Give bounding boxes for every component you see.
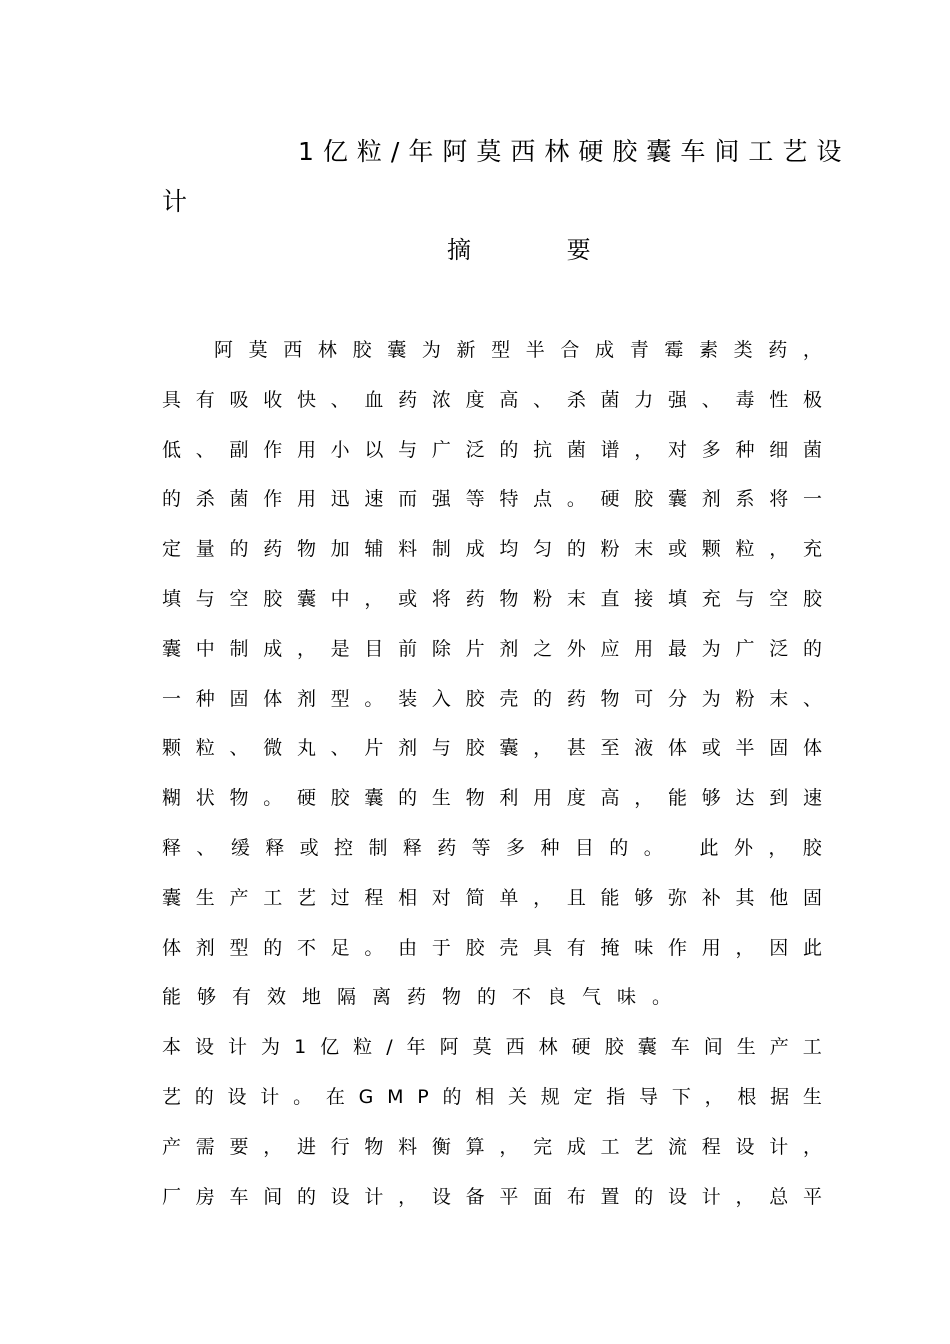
body-line: 体 剂 型 的 不 足 。 由 于 胶 壳 具 有 掩 味 作 用 ， 因 此 xyxy=(162,936,822,959)
body-line: 的 杀 菌 作 用 迅 速 而 强 等 特 点 。 硬 胶 囊 剂 系 将 一 xyxy=(162,488,822,511)
body-line: 低 、 副 作 用 小 以 与 广 泛 的 抗 菌 谱 ， 对 多 种 细 菌 xyxy=(162,438,822,461)
body-line: 艺 的 设 计 。 在 G M P 的 相 关 规 定 指 导 下 ， 根 据 生 xyxy=(162,1085,822,1108)
body-line: 定 量 的 药 物 加 辅 料 制 成 均 匀 的 粉 末 或 颗 粒 ， 充 xyxy=(162,538,822,561)
body-line: 具 有 吸 收 快 、 血 药 浓 度 高 、 杀 菌 力 强 、 毒 性 极 xyxy=(162,388,822,411)
body-line: 厂 房 车 间 的 设 计 ， 设 备 平 面 布 置 的 设 计 ， 总 平 xyxy=(162,1185,822,1208)
document-title-line-1: 1亿粒/年阿莫西林硬胶囊车间工艺设 xyxy=(298,137,851,166)
body-line: 颗 粒 、 微 丸 、 片 剂 与 胶 囊 ， 甚 至 液 体 或 半 固 体 xyxy=(162,737,822,760)
abstract-body xyxy=(162,334,822,1230)
body-line: 本 设 计 为 1 亿 粒 / 年 阿 莫 西 林 硬 胶 囊 车 间 生 产 工 xyxy=(162,1036,822,1059)
body-line: 能够有效地隔离药物的不良气味。 xyxy=(162,986,688,1009)
body-line: 囊 中 制 成 ， 是 目 前 除 片 剂 之 外 应 用 最 为 广 泛 的 xyxy=(162,637,822,660)
body-line: 一 种 固 体 剂 型 。 装 入 胶 壳 的 药 物 可 分 为 粉 末 、 xyxy=(162,687,822,710)
body-line: 糊 状 物 。 硬 胶 囊 的 生 物 利 用 度 高 ， 能 够 达 到 速 xyxy=(162,787,822,810)
body-line: 填 与 空 胶 囊 中 ， 或 将 药 物 粉 末 直 接 填 充 与 空 胶 xyxy=(162,587,822,610)
body-line: 产 需 要 ， 进 行 物 料 衡 算 ， 完 成 工 艺 流 程 设 计 ， xyxy=(162,1135,822,1158)
document-title-line-2: 计 xyxy=(162,187,197,216)
body-line: 囊 生 产 工 艺 过 程 相 对 简 单 ， 且 能 够 弥 补 其 他 固 xyxy=(162,886,822,909)
abstract-heading: 摘 要 xyxy=(447,236,635,264)
body-line: 阿 莫 西 林 胶 囊 为 新 型 半 合 成 青 霉 素 类 药 ， xyxy=(214,339,822,361)
body-line: 释 、 缓 释 或 控 制 释 药 等 多 种 目 的 。 此 外 ， 胶 xyxy=(162,836,822,859)
